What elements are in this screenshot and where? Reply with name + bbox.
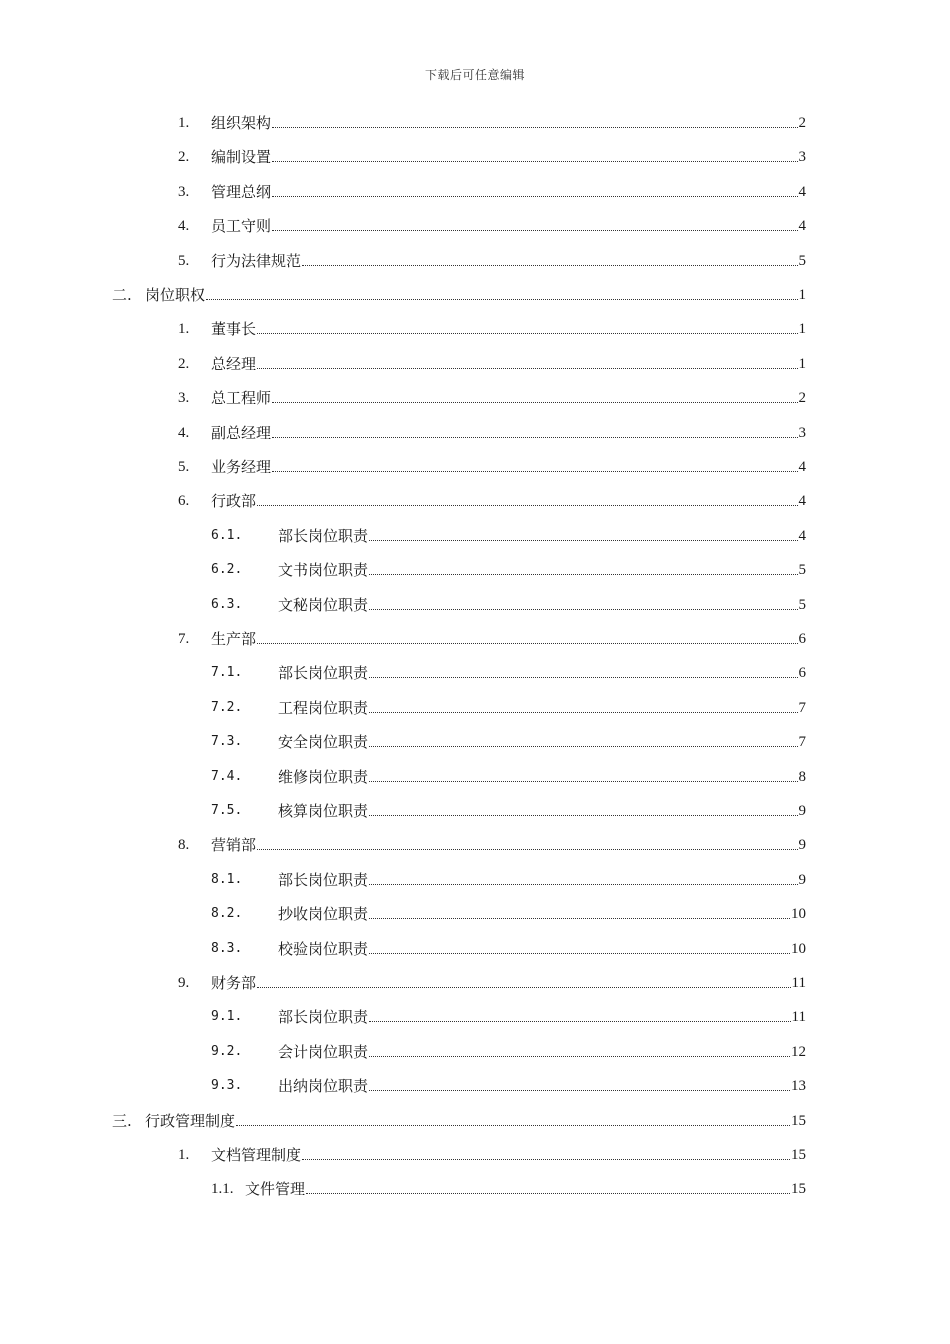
toc-entry[interactable] bbox=[178, 973, 806, 993]
toc-entry-number: 8.1. bbox=[211, 871, 243, 887]
toc-entry-number: 二. bbox=[112, 286, 132, 304]
toc-entry[interactable] bbox=[178, 835, 806, 855]
toc-entry-page-number: 4 bbox=[798, 459, 806, 475]
toc-dot-leader bbox=[272, 401, 797, 403]
toc-dot-leader bbox=[369, 780, 797, 782]
toc-entry-page-number: 3 bbox=[798, 149, 806, 166]
toc-entry[interactable] bbox=[211, 801, 806, 821]
toc-entry-page-number: 5 bbox=[798, 596, 806, 613]
toc-entry-page-number: 1 bbox=[798, 287, 806, 303]
toc-entry-title: 行政部 bbox=[211, 492, 257, 511]
toc-dot-leader bbox=[302, 264, 797, 266]
toc-entry-title: 员工守则 bbox=[211, 217, 272, 236]
toc-entry-title: 岗位职权 bbox=[145, 286, 206, 304]
toc-entry[interactable] bbox=[211, 904, 806, 924]
toc-entry-page-number: 15 bbox=[791, 1181, 806, 1198]
toc-entry-number: 9.1. bbox=[211, 1009, 243, 1025]
toc-dot-leader bbox=[272, 160, 797, 162]
toc-dot-leader bbox=[272, 195, 797, 197]
toc-dot-leader bbox=[369, 539, 797, 541]
toc-dot-leader bbox=[369, 745, 797, 747]
toc-entry-page-number: 5 bbox=[798, 252, 806, 269]
toc-entry-title: 校验岗位职责 bbox=[278, 939, 369, 958]
toc-entry-number: 6.1. bbox=[211, 527, 243, 543]
toc-dot-leader bbox=[257, 642, 797, 644]
toc-entry[interactable] bbox=[178, 629, 806, 649]
toc-entry-page-number: 6 bbox=[798, 665, 806, 682]
toc-dot-leader bbox=[206, 298, 797, 300]
toc-entry-page-number: 2 bbox=[798, 390, 806, 407]
toc-entry-page-number: 1 bbox=[798, 355, 806, 372]
toc-entry-title: 行政管理制度 bbox=[145, 1111, 236, 1130]
toc-entry[interactable] bbox=[211, 870, 806, 890]
toc-entry-number: 8. bbox=[178, 837, 190, 854]
toc-entry[interactable] bbox=[178, 491, 806, 511]
toc-entry-number: 1.1. bbox=[211, 1181, 234, 1198]
toc-dot-leader bbox=[272, 436, 797, 438]
toc-entry-page-number: 6 bbox=[798, 631, 806, 647]
toc-dot-leader bbox=[257, 848, 797, 850]
toc-entry-page-number: 10 bbox=[791, 906, 806, 923]
toc-entry-title: 生产部 bbox=[211, 630, 257, 648]
toc-entry-title: 部长岗位职责 bbox=[278, 870, 369, 889]
toc-entry-page-number: 3 bbox=[798, 424, 806, 441]
toc-entry-title: 文书岗位职责 bbox=[278, 561, 369, 580]
toc-entry-title: 出纳岗位职责 bbox=[278, 1077, 369, 1096]
toc-entry-title: 组织架构 bbox=[211, 114, 272, 132]
toc-entry-page-number: 4 bbox=[798, 183, 806, 200]
toc-entry-page-number: 4 bbox=[798, 493, 806, 510]
toc-entry[interactable] bbox=[211, 560, 806, 580]
toc-entry-title: 部长岗位职责 bbox=[278, 664, 369, 683]
toc-entry-title: 编制设置 bbox=[211, 148, 272, 167]
toc-entry-number: 5. bbox=[178, 252, 190, 269]
toc-entry-title: 抄收岗位职责 bbox=[278, 905, 369, 924]
toc-entry-number: 1. bbox=[178, 321, 190, 338]
toc-entry-number: 9. bbox=[178, 975, 190, 991]
toc-entry-number: 9.2. bbox=[211, 1043, 243, 1059]
toc-entry-number: 1. bbox=[178, 115, 190, 131]
toc-entry[interactable] bbox=[178, 113, 806, 133]
toc-entry[interactable] bbox=[178, 182, 806, 202]
toc-entry[interactable] bbox=[178, 354, 806, 374]
toc-entry[interactable] bbox=[178, 147, 806, 167]
toc-dot-leader bbox=[302, 1158, 790, 1160]
toc-entry[interactable] bbox=[178, 319, 806, 339]
toc-entry-number: 8.3. bbox=[211, 940, 243, 956]
toc-entry[interactable] bbox=[178, 251, 806, 271]
toc-entry-number: 1. bbox=[178, 1147, 190, 1163]
toc-entry-number: 三. bbox=[112, 1111, 132, 1130]
toc-entry-number: 7.3. bbox=[211, 734, 243, 750]
toc-dot-leader bbox=[257, 332, 797, 334]
toc-entry-page-number: 9 bbox=[798, 871, 806, 888]
toc-entry-number: 7. bbox=[178, 631, 190, 647]
toc-entry[interactable] bbox=[178, 216, 806, 236]
toc-entry[interactable] bbox=[211, 939, 806, 959]
toc-entry-number: 8.2. bbox=[211, 906, 243, 922]
toc-entry-number: 7.5. bbox=[211, 803, 243, 818]
toc-entry-page-number: 13 bbox=[791, 1078, 806, 1095]
toc-dot-leader bbox=[272, 126, 797, 128]
toc-entry-number: 3. bbox=[178, 183, 190, 200]
toc-entry-page-number: 11 bbox=[791, 1009, 806, 1026]
toc-entry[interactable] bbox=[211, 1042, 806, 1062]
toc-entry-title: 业务经理 bbox=[211, 458, 272, 476]
toc-entry-title: 营销部 bbox=[211, 836, 257, 855]
toc-dot-leader bbox=[369, 1089, 790, 1091]
toc-entry-page-number: 5 bbox=[798, 562, 806, 579]
toc-entry[interactable] bbox=[211, 1076, 806, 1096]
toc-entry-page-number: 15 bbox=[791, 1147, 806, 1163]
toc-entry[interactable] bbox=[211, 663, 806, 683]
toc-entry-page-number: 15 bbox=[791, 1112, 806, 1129]
toc-dot-leader bbox=[369, 814, 797, 816]
toc-entry-page-number: 11 bbox=[791, 975, 806, 991]
toc-entry-page-number: 12 bbox=[791, 1043, 806, 1060]
toc-dot-leader bbox=[257, 986, 791, 988]
toc-entry[interactable] bbox=[178, 457, 806, 477]
toc-entry-number: 4. bbox=[178, 424, 190, 441]
page-header-note: 下载后可任意编辑 bbox=[424, 68, 525, 82]
toc-entry-title: 维修岗位职责 bbox=[278, 767, 369, 786]
toc-entry-title: 安全岗位职责 bbox=[278, 733, 369, 752]
toc-entry-number: 6. bbox=[178, 493, 190, 510]
toc-dot-leader bbox=[272, 229, 797, 231]
toc-entry[interactable] bbox=[211, 698, 806, 718]
toc-entry-number: 7.1. bbox=[211, 665, 243, 681]
toc-dot-leader bbox=[369, 1055, 790, 1057]
toc-entry-title: 文秘岗位职责 bbox=[278, 595, 369, 614]
toc-entry-title: 副总经理 bbox=[211, 423, 272, 442]
toc-dot-leader bbox=[369, 952, 790, 954]
toc-entry-page-number: 7 bbox=[798, 699, 806, 716]
toc-entry-page-number: 4 bbox=[798, 218, 806, 235]
toc-entry-title: 会计岗位职责 bbox=[278, 1042, 369, 1061]
toc-entry-number: 5. bbox=[178, 459, 190, 475]
toc-dot-leader bbox=[369, 711, 797, 713]
toc-dot-leader bbox=[369, 1020, 791, 1022]
toc-entry-page-number: 9 bbox=[798, 837, 806, 854]
toc-entry-page-number: 8 bbox=[798, 768, 806, 785]
toc-entry-number: 6.2. bbox=[211, 562, 243, 578]
toc-entry[interactable] bbox=[178, 388, 806, 408]
toc-entry-number: 4. bbox=[178, 218, 190, 235]
toc-entry[interactable] bbox=[211, 767, 806, 787]
toc-entry-number: 9.3. bbox=[211, 1078, 243, 1094]
toc-entry-title: 部长岗位职责 bbox=[278, 1008, 369, 1027]
toc-entry-page-number: 9 bbox=[798, 803, 806, 819]
toc-entry[interactable] bbox=[211, 732, 806, 752]
toc-entry-number: 3. bbox=[178, 390, 190, 407]
toc-dot-leader bbox=[257, 504, 797, 506]
toc-entry-number: 6.3. bbox=[211, 596, 243, 612]
toc-dot-leader bbox=[369, 608, 797, 610]
toc-entry[interactable] bbox=[211, 1007, 806, 1027]
toc-entry[interactable] bbox=[211, 1179, 806, 1199]
toc-entry[interactable] bbox=[112, 1111, 806, 1131]
toc-entry-page-number: 7 bbox=[798, 734, 806, 751]
toc-entry[interactable] bbox=[178, 423, 806, 443]
toc-entry-page-number: 2 bbox=[798, 115, 806, 131]
toc-entry-page-number: 10 bbox=[791, 940, 806, 957]
toc-entry[interactable] bbox=[112, 285, 806, 305]
toc-entry-title: 总工程师 bbox=[211, 389, 272, 408]
toc-entry-title: 文档管理制度 bbox=[211, 1146, 302, 1164]
toc-dot-leader bbox=[369, 676, 797, 678]
toc-entry-page-number: 1 bbox=[798, 321, 806, 338]
toc-entry-title: 董事长 bbox=[211, 320, 257, 339]
toc-entry-title: 管理总纲 bbox=[211, 182, 272, 201]
toc-entry-title: 工程岗位职责 bbox=[278, 698, 369, 717]
toc-entry-title: 部长岗位职责 bbox=[278, 526, 369, 545]
toc-entry-number: 2. bbox=[178, 355, 190, 372]
toc-entry[interactable] bbox=[178, 1145, 806, 1165]
toc-dot-leader bbox=[369, 883, 797, 885]
toc-entry-title: 核算岗位职责 bbox=[278, 802, 369, 820]
toc-entry-number: 2. bbox=[178, 149, 190, 166]
toc-entry-page-number: 4 bbox=[798, 527, 806, 544]
toc-dot-leader bbox=[272, 470, 797, 472]
toc-dot-leader bbox=[236, 1124, 790, 1126]
toc-entry-title: 文件管理 bbox=[245, 1180, 306, 1199]
toc-dot-leader bbox=[257, 367, 797, 369]
toc-dot-leader bbox=[369, 917, 790, 919]
toc-entry[interactable] bbox=[211, 526, 806, 546]
toc-entry-title: 总经理 bbox=[211, 354, 257, 373]
toc-dot-leader bbox=[306, 1192, 790, 1194]
toc-entry-title: 财务部 bbox=[211, 974, 257, 992]
toc-entry-title: 行为法律规范 bbox=[211, 251, 302, 270]
toc-entry[interactable] bbox=[211, 595, 806, 615]
toc-entry-number: 7.2. bbox=[211, 699, 243, 715]
toc-entry-number: 7.4. bbox=[211, 768, 243, 784]
toc-dot-leader bbox=[369, 573, 797, 575]
